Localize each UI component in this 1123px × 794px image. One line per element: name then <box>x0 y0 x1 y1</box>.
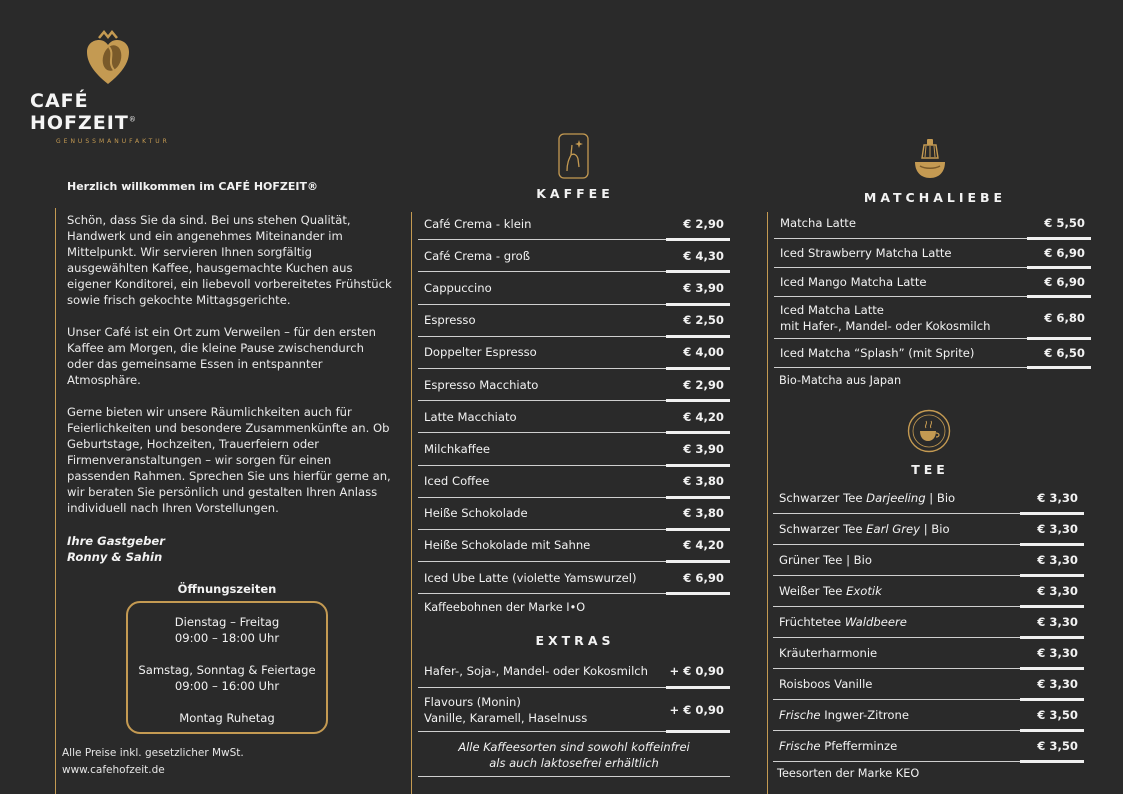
item-name: Espresso Macchiato <box>424 377 539 392</box>
item-price: + € 0,90 <box>669 702 724 717</box>
menu-item <box>418 208 730 240</box>
item-name: Iced Strawberry Matcha Latte <box>780 246 952 260</box>
item-name: Hafer-, Soja-, Mandel- oder Kokosmilch <box>424 663 649 678</box>
extras-heading: EXTRAS <box>535 633 615 648</box>
matcha-list <box>774 208 1091 387</box>
vat-note: Alle Preise inkl. gesetzlicher MwSt. <box>62 747 244 759</box>
tea-cup-icon <box>907 409 951 453</box>
name-emphasis: Frische <box>779 739 821 753</box>
menu-item <box>418 688 730 732</box>
item-name: Latte Macchiato <box>424 409 517 424</box>
footer <box>62 745 244 779</box>
item-price: + € 0,90 <box>669 663 724 678</box>
name-part: Schwarzer Tee <box>779 522 867 536</box>
opening-hours-title: Öffnungszeiten <box>177 582 277 596</box>
item-price: € 3,50 <box>1037 739 1078 753</box>
menu-item <box>773 545 1084 576</box>
divider-matcha <box>767 212 768 794</box>
divider-kaffee <box>411 212 412 794</box>
name-part: | Bio <box>920 522 950 536</box>
hours-line: 09:00 – 18:00 Uhr <box>174 631 280 645</box>
item-price: € 3,90 <box>683 280 724 295</box>
item-price: € 3,80 <box>683 474 724 489</box>
menu-item <box>418 530 730 562</box>
opening-hours-box <box>126 601 328 734</box>
item-name-line: Vanille, Karamell, Haselnuss <box>424 710 588 725</box>
intro-paragraph: Unser Café ist ein Ort zum Verweilen – für den ersten Kaffee am Morgen, die kleine Pause zwischendurch oder das gemeinsame Essen in entspannter Atmosphäre. <box>67 325 376 387</box>
extras-note <box>418 732 730 777</box>
item-name: Doppelter Espresso <box>424 345 537 360</box>
name-emphasis: Darjeeling <box>866 491 926 505</box>
item-price: € 6,90 <box>683 570 724 585</box>
item-price: € 3,30 <box>1037 615 1078 629</box>
menu-item <box>773 483 1084 514</box>
note-line: Alle Kaffeesorten sind sowohl koffeinfrei <box>458 740 690 754</box>
name-emphasis: Waldbeere <box>844 615 907 629</box>
item-price: € 2,90 <box>683 377 724 392</box>
divider-left <box>55 208 56 794</box>
menu-item <box>418 466 730 498</box>
name-part: Weißer Tee <box>779 584 847 598</box>
website-link[interactable]: www.cafehofzeit.de <box>62 764 165 776</box>
item-price: € 3,30 <box>1037 584 1078 598</box>
note-line: als auch laktosefrei erhältlich <box>489 756 659 770</box>
item-name: Cappuccino <box>424 280 492 295</box>
item-price: € 3,30 <box>1037 677 1078 691</box>
brand-name: CAFÉ HOFZEIT <box>30 90 129 134</box>
name-part: Ingwer-Zitrone <box>820 708 909 722</box>
tea-brand-note: Teesorten der Marke KEO <box>777 767 920 780</box>
item-price: € 6,90 <box>1044 275 1085 289</box>
coffee-hand-icon <box>558 133 589 179</box>
hours-line: Dienstag – Freitag <box>174 615 280 629</box>
menu-item <box>773 514 1084 545</box>
menu-item <box>418 401 730 433</box>
item-name <box>779 677 872 691</box>
item-name <box>779 522 950 536</box>
hosts-names: Ronny & Sahin <box>67 550 163 564</box>
menu-item <box>774 339 1091 368</box>
menu-item <box>773 731 1084 762</box>
item-price: € 4,20 <box>683 409 724 424</box>
name-part: Kräuterharmonie <box>779 646 878 660</box>
item-name <box>779 708 909 722</box>
menu-item <box>418 240 730 272</box>
item-name-line: Iced Matcha Latte <box>780 302 884 317</box>
item-price: € 3,90 <box>683 441 724 456</box>
extras-list <box>418 654 730 777</box>
name-part: Roisboos Vanille <box>779 677 873 691</box>
menu-item <box>774 239 1091 268</box>
brand-tagline: GENUSSMANUFAKTUR <box>56 138 170 145</box>
item-price: € 3,30 <box>1037 491 1078 505</box>
hosts-signature <box>67 533 165 565</box>
item-name <box>779 584 882 598</box>
welcome-title: Herzlich willkommen im CAFÉ HOFZEIT® <box>67 180 318 193</box>
intro-text <box>67 212 392 532</box>
menu-item <box>418 305 730 337</box>
name-emphasis: Frische <box>779 708 821 722</box>
menu-item <box>773 576 1084 607</box>
item-price: € 5,50 <box>1044 216 1085 230</box>
brand-registered: ® <box>128 115 137 124</box>
matcha-note: Bio-Matcha aus Japan <box>779 374 902 387</box>
hours-line: Samstag, Sonntag & Feiertage <box>138 663 316 677</box>
item-price: € 2,90 <box>683 216 724 231</box>
item-name: Espresso <box>424 313 476 328</box>
matcha-whisk-icon <box>913 138 947 180</box>
item-price: € 3,30 <box>1037 553 1078 567</box>
item-name-line: Flavours (Monin) <box>424 694 521 709</box>
item-price: € 4,00 <box>683 345 724 360</box>
item-name: Café Crema - groß <box>424 248 531 263</box>
item-name: Heiße Schokolade mit Sahne <box>424 538 591 553</box>
name-part: Früchtetee <box>779 615 845 629</box>
menu-item <box>418 654 730 688</box>
menu-item <box>418 433 730 465</box>
name-part: Schwarzer Tee <box>779 491 867 505</box>
heart-bean-logo-icon <box>85 30 131 86</box>
menu-item <box>773 700 1084 731</box>
menu-item <box>774 297 1091 339</box>
kaffee-list <box>418 208 730 614</box>
item-price: € 6,50 <box>1044 346 1085 360</box>
menu-item <box>774 208 1091 239</box>
item-name: Iced Ube Latte (violette Yamswurzel) <box>424 570 637 585</box>
item-name <box>779 615 907 629</box>
menu-item <box>774 268 1091 297</box>
menu-item <box>773 669 1084 700</box>
item-price: € 4,20 <box>683 538 724 553</box>
item-name: Café Crema - klein <box>424 216 532 231</box>
name-part: | Bio <box>925 491 956 505</box>
item-name <box>779 553 872 567</box>
menu-item <box>773 607 1084 638</box>
hosts-label: Ihre Gastgeber <box>67 534 166 548</box>
item-name: Iced Coffee <box>424 474 490 489</box>
menu-item <box>418 272 730 304</box>
item-price: € 3,80 <box>683 506 724 521</box>
item-name <box>779 739 897 753</box>
item-name: Heiße Schokolade <box>424 506 528 521</box>
item-price: € 3,50 <box>1037 708 1078 722</box>
item-price: € 3,30 <box>1037 646 1078 660</box>
item-name <box>779 491 955 505</box>
item-price: € 6,80 <box>1044 310 1085 325</box>
item-name <box>780 302 990 334</box>
name-emphasis: Earl Grey <box>866 522 921 536</box>
item-name: Iced Mango Matcha Latte <box>780 275 927 289</box>
item-name-line: mit Hafer-, Mandel- oder Kokosmilch <box>780 318 991 333</box>
cafe-logo <box>30 30 200 145</box>
menu-item <box>418 369 730 401</box>
item-name <box>424 694 587 726</box>
hours-line: Montag Ruhetag <box>179 711 275 725</box>
item-price: € 3,30 <box>1037 522 1078 536</box>
matcha-heading: MATCHALIEBE <box>863 190 1007 205</box>
menu-item <box>418 498 730 530</box>
item-name: Matcha Latte <box>780 216 856 230</box>
item-name: Iced Matcha “Splash” (mit Sprite) <box>780 346 975 360</box>
item-price: € 6,90 <box>1044 246 1085 260</box>
intro-paragraph: Schön, dass Sie da sind. Bei uns stehen Qualität, Handwerk und ein angenehmes Miteinander im Mittelpunkt. Wir servieren Ihnen sorgfältig ausgewählten Kaffee, hausgemachte Kuchen aus eigener Konditorei, ein liebevoll vorbereitetes Frühstück sowie frisch gekochte Mittagsgerichte. <box>67 213 392 307</box>
intro-paragraph: Gerne bieten wir unsere Räumlichkeiten auch für Feierlichkeiten und besondere Zusammenkünfte an. Ob Geburtstage, Hochzeiten, Trauerfeiern oder Firmenveranstaltungen – wir sorgen für einen passenden Rahmen. Sprechen Sie uns hierfür gerne an, wir beraten Sie persönlich und gestalten Ihren Anlass individuell nach Ihren Vorstellungen. <box>67 405 391 515</box>
tee-heading: TEE <box>911 462 949 477</box>
kaffee-heading: KAFFEE <box>536 186 614 201</box>
name-part: Pfefferminze <box>820 739 898 753</box>
item-name <box>779 646 877 660</box>
tee-list <box>773 483 1084 780</box>
item-price: € 2,50 <box>683 313 724 328</box>
hours-line: 09:00 – 16:00 Uhr <box>174 679 280 693</box>
name-emphasis: Exotik <box>846 584 882 598</box>
item-price: € 4,30 <box>683 248 724 263</box>
menu-item <box>418 337 730 369</box>
menu-item <box>418 562 730 594</box>
menu-item <box>773 638 1084 669</box>
coffee-beans-note: Kaffeebohnen der Marke I•O <box>424 601 586 615</box>
name-part: Grüner Tee | Bio <box>779 553 872 567</box>
item-name: Milchkaffee <box>424 441 491 456</box>
